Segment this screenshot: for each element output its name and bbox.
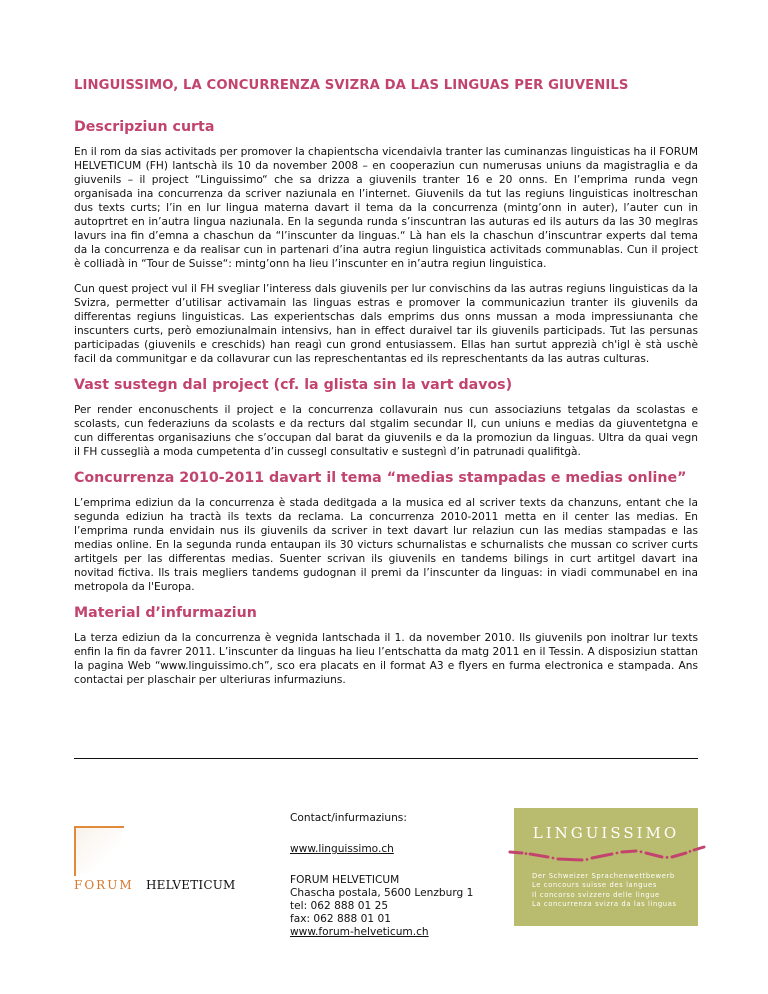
paragraph: L’emprima ediziun da la concurrenza è stada deditgada a la musica ed al scriver texts da chanzuns, entant che la segunda ediziun ha tractà ils texts da reclama. La concurrenza 2010-2011 metta en il center las medias. En l’emprima runda envidain nus ils giuvenils da scriver in text davart lur relaziun cun las medias stampadas e las medias online. En la segunda runda entaupan ils 30 victurs schurnalistas e schurnalists che mussan co scriver curts artitgels per las differentas medias. Suenter scrivan ils giuvenils en tandems bilings in curt artitgel davart ina novitad fictiva. Ils trais megliers tandems gudognan il premi da l’inscunter da linguas: in viadi communabel en ina metropola da l'Europa. [74, 497, 698, 593]
linguissimo-logo [514, 808, 698, 926]
section-heading: Vast sustegn dal project (cf. la glista sin la vart davos) [74, 377, 513, 393]
paragraph: Cun quest project vul il FH svegliar l’interess dals giuvenils per lur convischins da las autras regiuns linguisticas da la Svizra, permetter d’utilisar activamain las linguas estras e promover la communicaziun tranter ils giuvenils da differentas regiuns linguisticas. Las experientschas dals emprims dus onns mussan a moda impressiunanta che inscunters curts, però emoziunalmain intensivs, han in effect duraivel tar ils giuvenils participads. Tut las persunas participadas (giuvenils e creschids) han reagì cun grond entusiassem. Ellas han surtut apprezià ch'igl è stà uschè facil da communitgar e da collavurar cun las represchentantas ed ils represchentants da las autras culturas. [74, 283, 698, 365]
document-body [74, 78, 698, 698]
section-sustegn [74, 377, 698, 459]
paragraph: En il rom da sias activitads per promover la chapientscha vicendaivla tranter las cuminanzas linguisticas ha il FORUM HELVETICUM (FH) lantschà ils 10 da november 2008 – en cooperaziun cun numerusas uniuns da magistraglia e da giuvenils – il project “Linguissimo“ che sa drizza a giuvenils tranter 16 e 20 onns. En l’emprima runda vegn organisada ina concurrenza da scriver naziunala en l’internet. Giuvenils da tut las regiuns linguisticas inoltreschan dus texts curts; l’in en lur lingua materna davart il tema da la concurrenza (mintg’onn in auter), l’auter cun in autoprtret en in’autra lingua naziunala. En la segunda runda s’inscuntran las auturas ed ils auturs da las 30 meglras lavurs ina fin d’emna a chaschun da “l’inscunter da linguas.“ Là han els la chaschun d’inscuntrar experts dal tema da la concurrenza e da realisar cun in partenari d’ina autra regiun linguistica activitads communablas. Cun il project è colliadà in “Tour de Suisse“: mintg’onn ha lieu l’inscunter en in’autra regiun linguistica. [74, 146, 698, 270]
logo-square-frame [74, 826, 124, 876]
section-heading: Concurrenza 2010-2011 davart il tema “medias stampadas e medias online” [74, 470, 687, 486]
contact-block [290, 812, 500, 939]
address-line: fax: 062 888 01 01 [290, 913, 391, 925]
section-concurrenza [74, 470, 698, 594]
tagline-line: Le concours suisse des langues [532, 881, 657, 890]
address-line: FORUM HELVETICUM [290, 874, 400, 886]
linguissimo-title: LINGUISSIMO [532, 824, 680, 842]
footer-divider [74, 758, 698, 759]
contact-link-linguissimo[interactable]: www.linguissimo.ch [290, 843, 394, 855]
forum-helveticum-logo [74, 826, 244, 896]
section-heading: Descripziun curta [74, 119, 215, 135]
contact-link-forum[interactable]: www.forum-helveticum.ch [290, 926, 429, 938]
tagline-line: Il concorso svizzero delle lingue [532, 890, 660, 899]
address-line: Chascha postala, 5600 Lenzburg 1 [290, 887, 474, 899]
paragraph: Per render enconuschents il project e la concurrenza collavurain nus cun associaziuns tetgalas da scolastas e scolasts, cun federaziuns da scolasts e da recturs dal stgalim secundar II, cun uniuns e medias da giuventetgna e cun differentas organisaziuns che s’occupan dal barat da giuvenils e da la promoziun da linguas. Ultra da quai vegn il FH cusseglià a moda cumpetenta d’in cussegl consultativ e sustegnì d’in patrunadi qualifitgà. [74, 404, 698, 458]
logo-word-forum: FORUM [74, 878, 134, 892]
contact-label: Contact/infurmaziuns: [290, 812, 407, 824]
address-line: tel: 062 888 01 25 [290, 900, 389, 912]
document-title: LINGUISSIMO, LA CONCURRENZA SVIZRA DA LAS LINGUAS PER GIUVENILS [74, 78, 629, 93]
contact-address [290, 874, 500, 939]
logo-word-helveticum: HELVETICUM [146, 878, 236, 892]
section-descripziun [74, 119, 698, 366]
tagline-line: La concurrenza svizra da las linguas [532, 900, 677, 909]
paragraph: La terza ediziun da la concurrenza è vegnida lantschada il 1. da november 2010. Ils giuvenils pon inoltrar lur texts enfin la fin da favrer 2011. L’inscunter da linguas ha lieu l’entschatta da matg 2011 en il Tessin. A disposiziun stattan la pagina Web “www.linguissimo.ch”, sco era placats en il format A3 e flyers en furma electronica e stampada. Ans contactai per plaschair per ulteriuras infurmaziuns. [74, 632, 698, 686]
tagline-line: Der Schweizer Sprachenwettbewerb [532, 872, 675, 880]
linguissimo-tagline [532, 872, 677, 910]
section-heading: Material d’infurmaziun [74, 605, 257, 621]
wave-icon [508, 844, 708, 866]
section-material [74, 605, 698, 687]
